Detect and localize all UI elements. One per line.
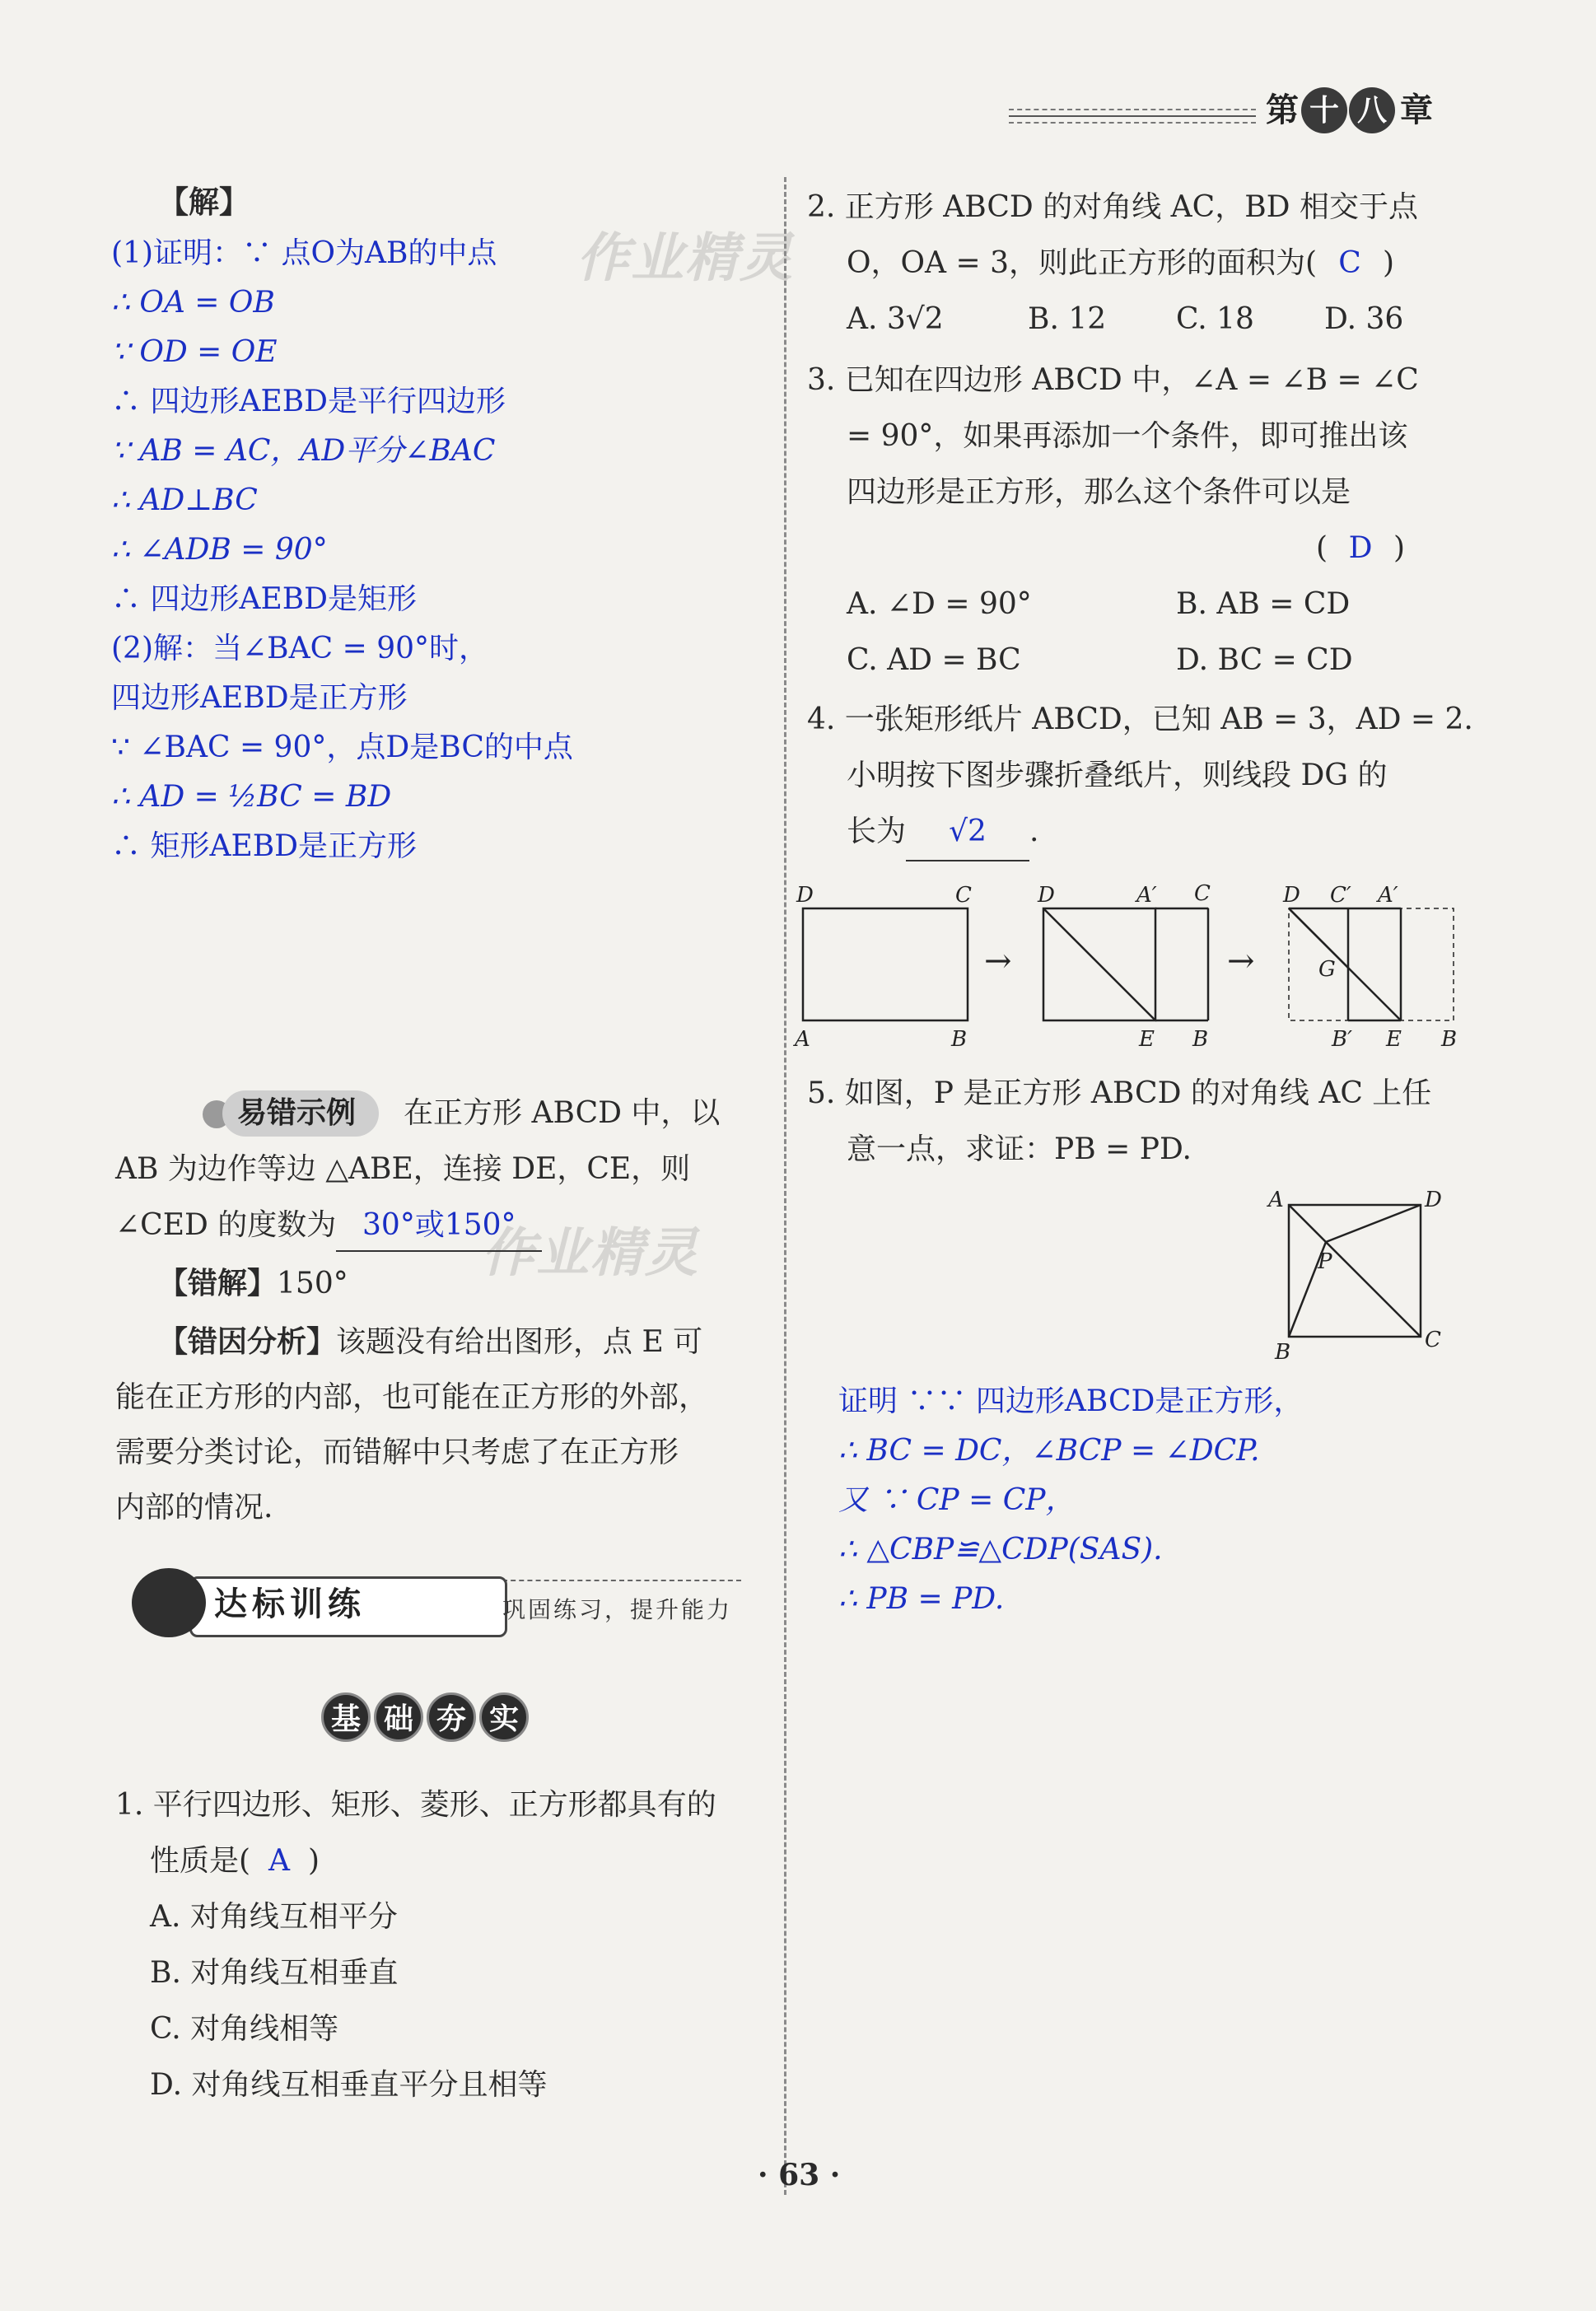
label: A′	[1378, 883, 1398, 908]
proof-line: 证明 ∵∵ 四边形ABCD是正方形，	[838, 1384, 1304, 1418]
chapter-suffix: 章	[1400, 91, 1433, 129]
proof-line: ∴ △CBP≌△CDP(SAS).	[838, 1533, 1163, 1566]
basic-section-title: 基 础 夯 实	[321, 1692, 552, 1745]
label: D	[1283, 883, 1300, 908]
proof-line: ∵ ∠BAC = 90°，点D是BC的中点	[111, 731, 573, 764]
error-example-line3: ∠CED 的度数为 30°或150°	[115, 1201, 542, 1252]
proof-line: ∴ PB = PD.	[838, 1582, 1005, 1616]
answer: A	[268, 1844, 291, 1878]
fig3-dashed-rect	[1289, 908, 1454, 1020]
proof-line: ∵ OD = OE	[111, 335, 278, 369]
training-banner: 达标训练 巩固练习，提升能力	[115, 1565, 741, 1639]
proof-line: ∴ AD⊥BC	[111, 483, 258, 517]
arrow-icon: →	[984, 942, 1012, 980]
label: B	[951, 1027, 968, 1052]
label: E	[1139, 1027, 1155, 1052]
label: C	[955, 883, 972, 908]
label: D	[1425, 1188, 1442, 1212]
question-4: 4. 一张矩形纸片 ABCD，已知 AB = 3，AD = 2. 小明按下图步骤折叠纸片，则线段 DG 的 长为 √2 .	[807, 692, 1473, 861]
proof-line: (2)解：当∠BAC = 90°时，	[111, 632, 489, 665]
column-divider	[784, 177, 786, 2195]
proof-line: (1)证明：∵ 点O为AB的中点	[111, 236, 497, 270]
watermark: 作业精灵	[482, 1222, 699, 1284]
solution-label: 【解】	[158, 184, 250, 220]
chapter-num-2: 八	[1349, 87, 1395, 133]
error-example-line1: 在正方形 ABCD 中，以	[404, 1096, 721, 1130]
label: C	[1425, 1328, 1441, 1352]
label: B′	[1332, 1027, 1353, 1052]
question-5: 5. 如图，P 是正方形 ABCD 的对角线 AC 上任 意一点，求证：PB = PD.	[807, 1076, 1432, 1166]
answer-blank: √2	[906, 804, 1029, 861]
question-2: 2. 正方形 ABCD 的对角线 AC，BD 相交于点 O，OA = 3，则此正方形的面积为( C ) A. 3√2 B. 12 C. 18 D. 36	[807, 190, 1418, 336]
proof-line: ∴ ∠ADB = 90°	[111, 533, 328, 567]
label: D	[796, 883, 814, 908]
wrong-solution: 【错解】150°	[158, 1266, 348, 1300]
label: B	[1441, 1027, 1458, 1052]
proof-line: ∴ 四边形AEBD是矩形	[111, 582, 418, 616]
proof-line: ∴ BC = DC，∠BCP = ∠DCP.	[838, 1434, 1260, 1468]
chapter-num-1: 十	[1301, 87, 1347, 133]
label: A	[1268, 1188, 1284, 1212]
label: G	[1318, 957, 1336, 982]
proof-line: ∴ OA = OB	[111, 286, 275, 320]
page-number: · 63 ·	[758, 2158, 841, 2192]
proof-line: ∴ AD = ½BC = BD	[111, 780, 392, 814]
label: D	[1038, 883, 1055, 908]
fig2-dashed-rect	[1043, 908, 1208, 1020]
question-1: 1. 平行四边形、矩形、菱形、正方形都具有的 性质是( A ) A. 对角线互相平分 B. 对角线互相垂直 C. 对角线相等 D. 对角线互相垂直平分且相等	[115, 1788, 716, 2102]
answer: D	[1348, 531, 1373, 565]
proof-line: ∵ AB = AC，AD平分∠BAC	[111, 434, 496, 468]
label: E	[1386, 1027, 1402, 1052]
error-example-line2: AB 为边作等边 △ABE，连接 DE，CE，则	[115, 1152, 691, 1186]
proof-block	[111, 229, 573, 871]
answer-blank: 30°或150°	[336, 1201, 542, 1252]
q5-proof	[838, 1377, 1303, 1624]
answer: C	[1338, 246, 1361, 280]
arrow-icon: →	[1227, 942, 1255, 980]
label: B	[1192, 1027, 1209, 1052]
proof-line: ∴ 矩形AEBD是正方形	[111, 829, 418, 863]
fig1-rect	[803, 908, 968, 1020]
label: B	[1275, 1340, 1291, 1363]
question-3: 3. 已知在四边形 ABCD 中，∠A = ∠B = ∠C = 90°，如果再添加一个条件，即可推出该 四边形是正方形，那么这个条件可以是 ( D ) A. ∠D = 90° B. AB = CD C. AD = BC D. BC = CD	[807, 363, 1419, 677]
square-figure	[1260, 1182, 1449, 1363]
label: A′	[1136, 883, 1157, 908]
pen-logo-icon	[132, 1568, 206, 1637]
label: A	[795, 1027, 810, 1052]
watermark: 作业精灵	[576, 227, 794, 289]
label: C	[1194, 881, 1211, 906]
error-example-badge: 易错示例	[189, 1085, 379, 1141]
chapter-header	[1009, 82, 1441, 140]
label: C′	[1330, 883, 1351, 908]
proof-line: 又 ∵ CP = CP，	[838, 1483, 1076, 1517]
label: P	[1318, 1249, 1332, 1274]
proof-line: 四边形AEBD是正方形	[111, 681, 408, 715]
error-analysis: 【错因分析】该题没有给出图形，点 E 可 能在正方形的内部，也可能在正方形的外部， 需要分类讨论，而错解中只考虑了在正方形 内部的情况.	[115, 1324, 709, 1524]
proof-line: ∴ 四边形AEBD是平行四边形	[111, 385, 506, 418]
chapter-prefix: 第	[1266, 91, 1299, 129]
folding-figures	[786, 869, 1470, 1058]
